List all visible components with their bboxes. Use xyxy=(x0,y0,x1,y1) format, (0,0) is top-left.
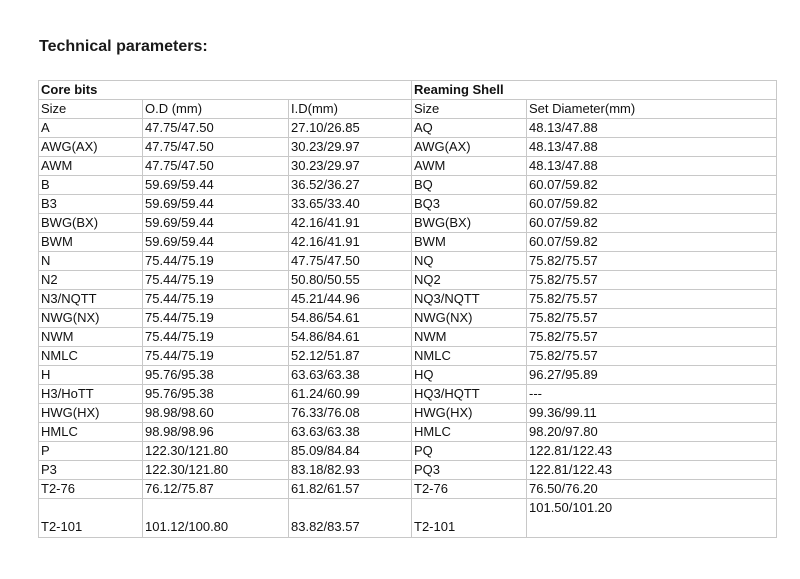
od-cell: 122.30/121.80 xyxy=(143,461,289,480)
set-diameter-cell: 122.81/122.43 xyxy=(527,442,777,461)
core-size-cell: AWG(AX) xyxy=(39,138,143,157)
shell-size-cell: PQ xyxy=(412,442,527,461)
set-diameter-cell: 122.81/122.43 xyxy=(527,461,777,480)
shell-size-cell: NQ xyxy=(412,252,527,271)
id-cell: 61.82/61.57 xyxy=(289,480,412,499)
set-diameter-cell: 75.82/75.57 xyxy=(527,328,777,347)
shell-size-cell: BQ xyxy=(412,176,527,195)
set-diameter-cell: 96.27/95.89 xyxy=(527,366,777,385)
core-size-cell: P xyxy=(39,442,143,461)
table-row xyxy=(39,176,777,195)
core-size-cell: H3/HoTT xyxy=(39,385,143,404)
set-diameter-cell: 48.13/47.88 xyxy=(527,138,777,157)
core-bits-group-header: Core bits xyxy=(39,81,412,100)
od-cell: 47.75/47.50 xyxy=(143,157,289,176)
core-size-cell: AWM xyxy=(39,157,143,176)
set-diameter-cell: 60.07/59.82 xyxy=(527,233,777,252)
od-cell: 98.98/98.60 xyxy=(143,404,289,423)
shell-size-cell: T2-101 xyxy=(412,499,527,538)
od-header: O.D (mm) xyxy=(143,100,289,119)
shell-size-cell: HQ xyxy=(412,366,527,385)
core-size-cell: HMLC xyxy=(39,423,143,442)
table-row xyxy=(39,480,777,499)
id-cell: 30.23/29.97 xyxy=(289,157,412,176)
set-diameter-cell: 98.20/97.80 xyxy=(527,423,777,442)
table-row xyxy=(39,119,777,138)
set-diameter-cell: 75.82/75.57 xyxy=(527,290,777,309)
od-cell: 75.44/75.19 xyxy=(143,328,289,347)
shell-size-cell: AWM xyxy=(412,157,527,176)
page-title: Technical parameters: xyxy=(39,38,208,55)
id-cell: 33.65/33.40 xyxy=(289,195,412,214)
id-cell: 42.16/41.91 xyxy=(289,233,412,252)
table-row xyxy=(39,385,777,404)
table-row xyxy=(39,214,777,233)
shell-size-cell: HWG(HX) xyxy=(412,404,527,423)
id-cell: 61.24/60.99 xyxy=(289,385,412,404)
shell-size-header: Size xyxy=(412,100,527,119)
id-cell: 83.18/82.93 xyxy=(289,461,412,480)
id-cell: 76.33/76.08 xyxy=(289,404,412,423)
table-row xyxy=(39,461,777,480)
set-diameter-cell: 60.07/59.82 xyxy=(527,195,777,214)
set-diameter-header: Set Diameter(mm) xyxy=(527,100,777,119)
id-cell: 45.21/44.96 xyxy=(289,290,412,309)
table-row xyxy=(39,366,777,385)
technical-parameters-table xyxy=(38,80,777,538)
shell-size-cell: NQ2 xyxy=(412,271,527,290)
od-cell: 59.69/59.44 xyxy=(143,195,289,214)
shell-size-cell: BQ3 xyxy=(412,195,527,214)
shell-size-cell: BWG(BX) xyxy=(412,214,527,233)
table-row xyxy=(39,309,777,328)
core-size-cell: BWM xyxy=(39,233,143,252)
core-size-cell: NWM xyxy=(39,328,143,347)
shell-size-cell: HMLC xyxy=(412,423,527,442)
table-row xyxy=(39,138,777,157)
table-body xyxy=(39,81,777,538)
id-cell: 85.09/84.84 xyxy=(289,442,412,461)
id-cell: 50.80/50.55 xyxy=(289,271,412,290)
set-diameter-cell: 101.50/101.20 xyxy=(527,499,777,538)
shell-size-cell: NWM xyxy=(412,328,527,347)
od-cell: 75.44/75.19 xyxy=(143,309,289,328)
od-cell: 98.98/98.96 xyxy=(143,423,289,442)
core-size-cell: T2-101 xyxy=(39,499,143,538)
id-cell: 27.10/26.85 xyxy=(289,119,412,138)
set-diameter-cell: 75.82/75.57 xyxy=(527,252,777,271)
table-row xyxy=(39,252,777,271)
core-size-cell: A xyxy=(39,119,143,138)
set-diameter-cell: 76.50/76.20 xyxy=(527,480,777,499)
core-size-cell: N3/NQTT xyxy=(39,290,143,309)
od-cell: 59.69/59.44 xyxy=(143,214,289,233)
od-cell: 47.75/47.50 xyxy=(143,119,289,138)
shell-size-cell: AQ xyxy=(412,119,527,138)
shell-size-cell: NMLC xyxy=(412,347,527,366)
id-header: I.D(mm) xyxy=(289,100,412,119)
table-row xyxy=(39,271,777,290)
id-cell: 83.82/83.57 xyxy=(289,499,412,538)
core-size-cell: NWG(NX) xyxy=(39,309,143,328)
set-diameter-cell: 48.13/47.88 xyxy=(527,157,777,176)
reaming-shell-group-header: Reaming Shell xyxy=(412,81,777,100)
shell-size-cell: BWM xyxy=(412,233,527,252)
core-size-cell: T2-76 xyxy=(39,480,143,499)
id-cell: 63.63/63.38 xyxy=(289,366,412,385)
id-cell: 30.23/29.97 xyxy=(289,138,412,157)
core-size-header: Size xyxy=(39,100,143,119)
shell-size-cell: AWG(AX) xyxy=(412,138,527,157)
od-cell: 75.44/75.19 xyxy=(143,290,289,309)
core-size-cell: B3 xyxy=(39,195,143,214)
id-cell: 47.75/47.50 xyxy=(289,252,412,271)
od-cell: 95.76/95.38 xyxy=(143,366,289,385)
core-size-cell: N xyxy=(39,252,143,271)
set-diameter-cell: 48.13/47.88 xyxy=(527,119,777,138)
set-diameter-cell: 75.82/75.57 xyxy=(527,271,777,290)
core-size-cell: BWG(BX) xyxy=(39,214,143,233)
od-cell: 75.44/75.19 xyxy=(143,271,289,290)
shell-size-cell: HQ3/HQTT xyxy=(412,385,527,404)
od-cell: 95.76/95.38 xyxy=(143,385,289,404)
id-cell: 63.63/63.38 xyxy=(289,423,412,442)
table-row xyxy=(39,157,777,176)
group-header-row xyxy=(39,81,777,100)
id-cell: 54.86/54.61 xyxy=(289,309,412,328)
od-cell: 59.69/59.44 xyxy=(143,176,289,195)
od-cell: 47.75/47.50 xyxy=(143,138,289,157)
core-size-cell: N2 xyxy=(39,271,143,290)
set-diameter-cell: 75.82/75.57 xyxy=(527,347,777,366)
id-cell: 42.16/41.91 xyxy=(289,214,412,233)
table-row xyxy=(39,404,777,423)
od-cell: 75.44/75.19 xyxy=(143,347,289,366)
shell-size-cell: NQ3/NQTT xyxy=(412,290,527,309)
table-row xyxy=(39,347,777,366)
id-cell: 54.86/84.61 xyxy=(289,328,412,347)
id-cell: 36.52/36.27 xyxy=(289,176,412,195)
core-size-cell: B xyxy=(39,176,143,195)
table-row xyxy=(39,290,777,309)
shell-size-cell: NWG(NX) xyxy=(412,309,527,328)
od-cell: 76.12/75.87 xyxy=(143,480,289,499)
set-diameter-cell: 99.36/99.11 xyxy=(527,404,777,423)
set-diameter-cell: --- xyxy=(527,385,777,404)
table-row xyxy=(39,233,777,252)
id-cell: 52.12/51.87 xyxy=(289,347,412,366)
set-diameter-cell: 60.07/59.82 xyxy=(527,176,777,195)
table-row xyxy=(39,442,777,461)
core-size-cell: P3 xyxy=(39,461,143,480)
table-row xyxy=(39,195,777,214)
set-diameter-cell: 60.07/59.82 xyxy=(527,214,777,233)
od-cell: 59.69/59.44 xyxy=(143,233,289,252)
shell-size-cell: PQ3 xyxy=(412,461,527,480)
column-header-row xyxy=(39,100,777,119)
table-row xyxy=(39,423,777,442)
table-row xyxy=(39,328,777,347)
od-cell: 122.30/121.80 xyxy=(143,442,289,461)
core-size-cell: NMLC xyxy=(39,347,143,366)
table-row xyxy=(39,499,777,538)
shell-size-cell: T2-76 xyxy=(412,480,527,499)
od-cell: 101.12/100.80 xyxy=(143,499,289,538)
core-size-cell: H xyxy=(39,366,143,385)
core-size-cell: HWG(HX) xyxy=(39,404,143,423)
set-diameter-cell: 75.82/75.57 xyxy=(527,309,777,328)
od-cell: 75.44/75.19 xyxy=(143,252,289,271)
